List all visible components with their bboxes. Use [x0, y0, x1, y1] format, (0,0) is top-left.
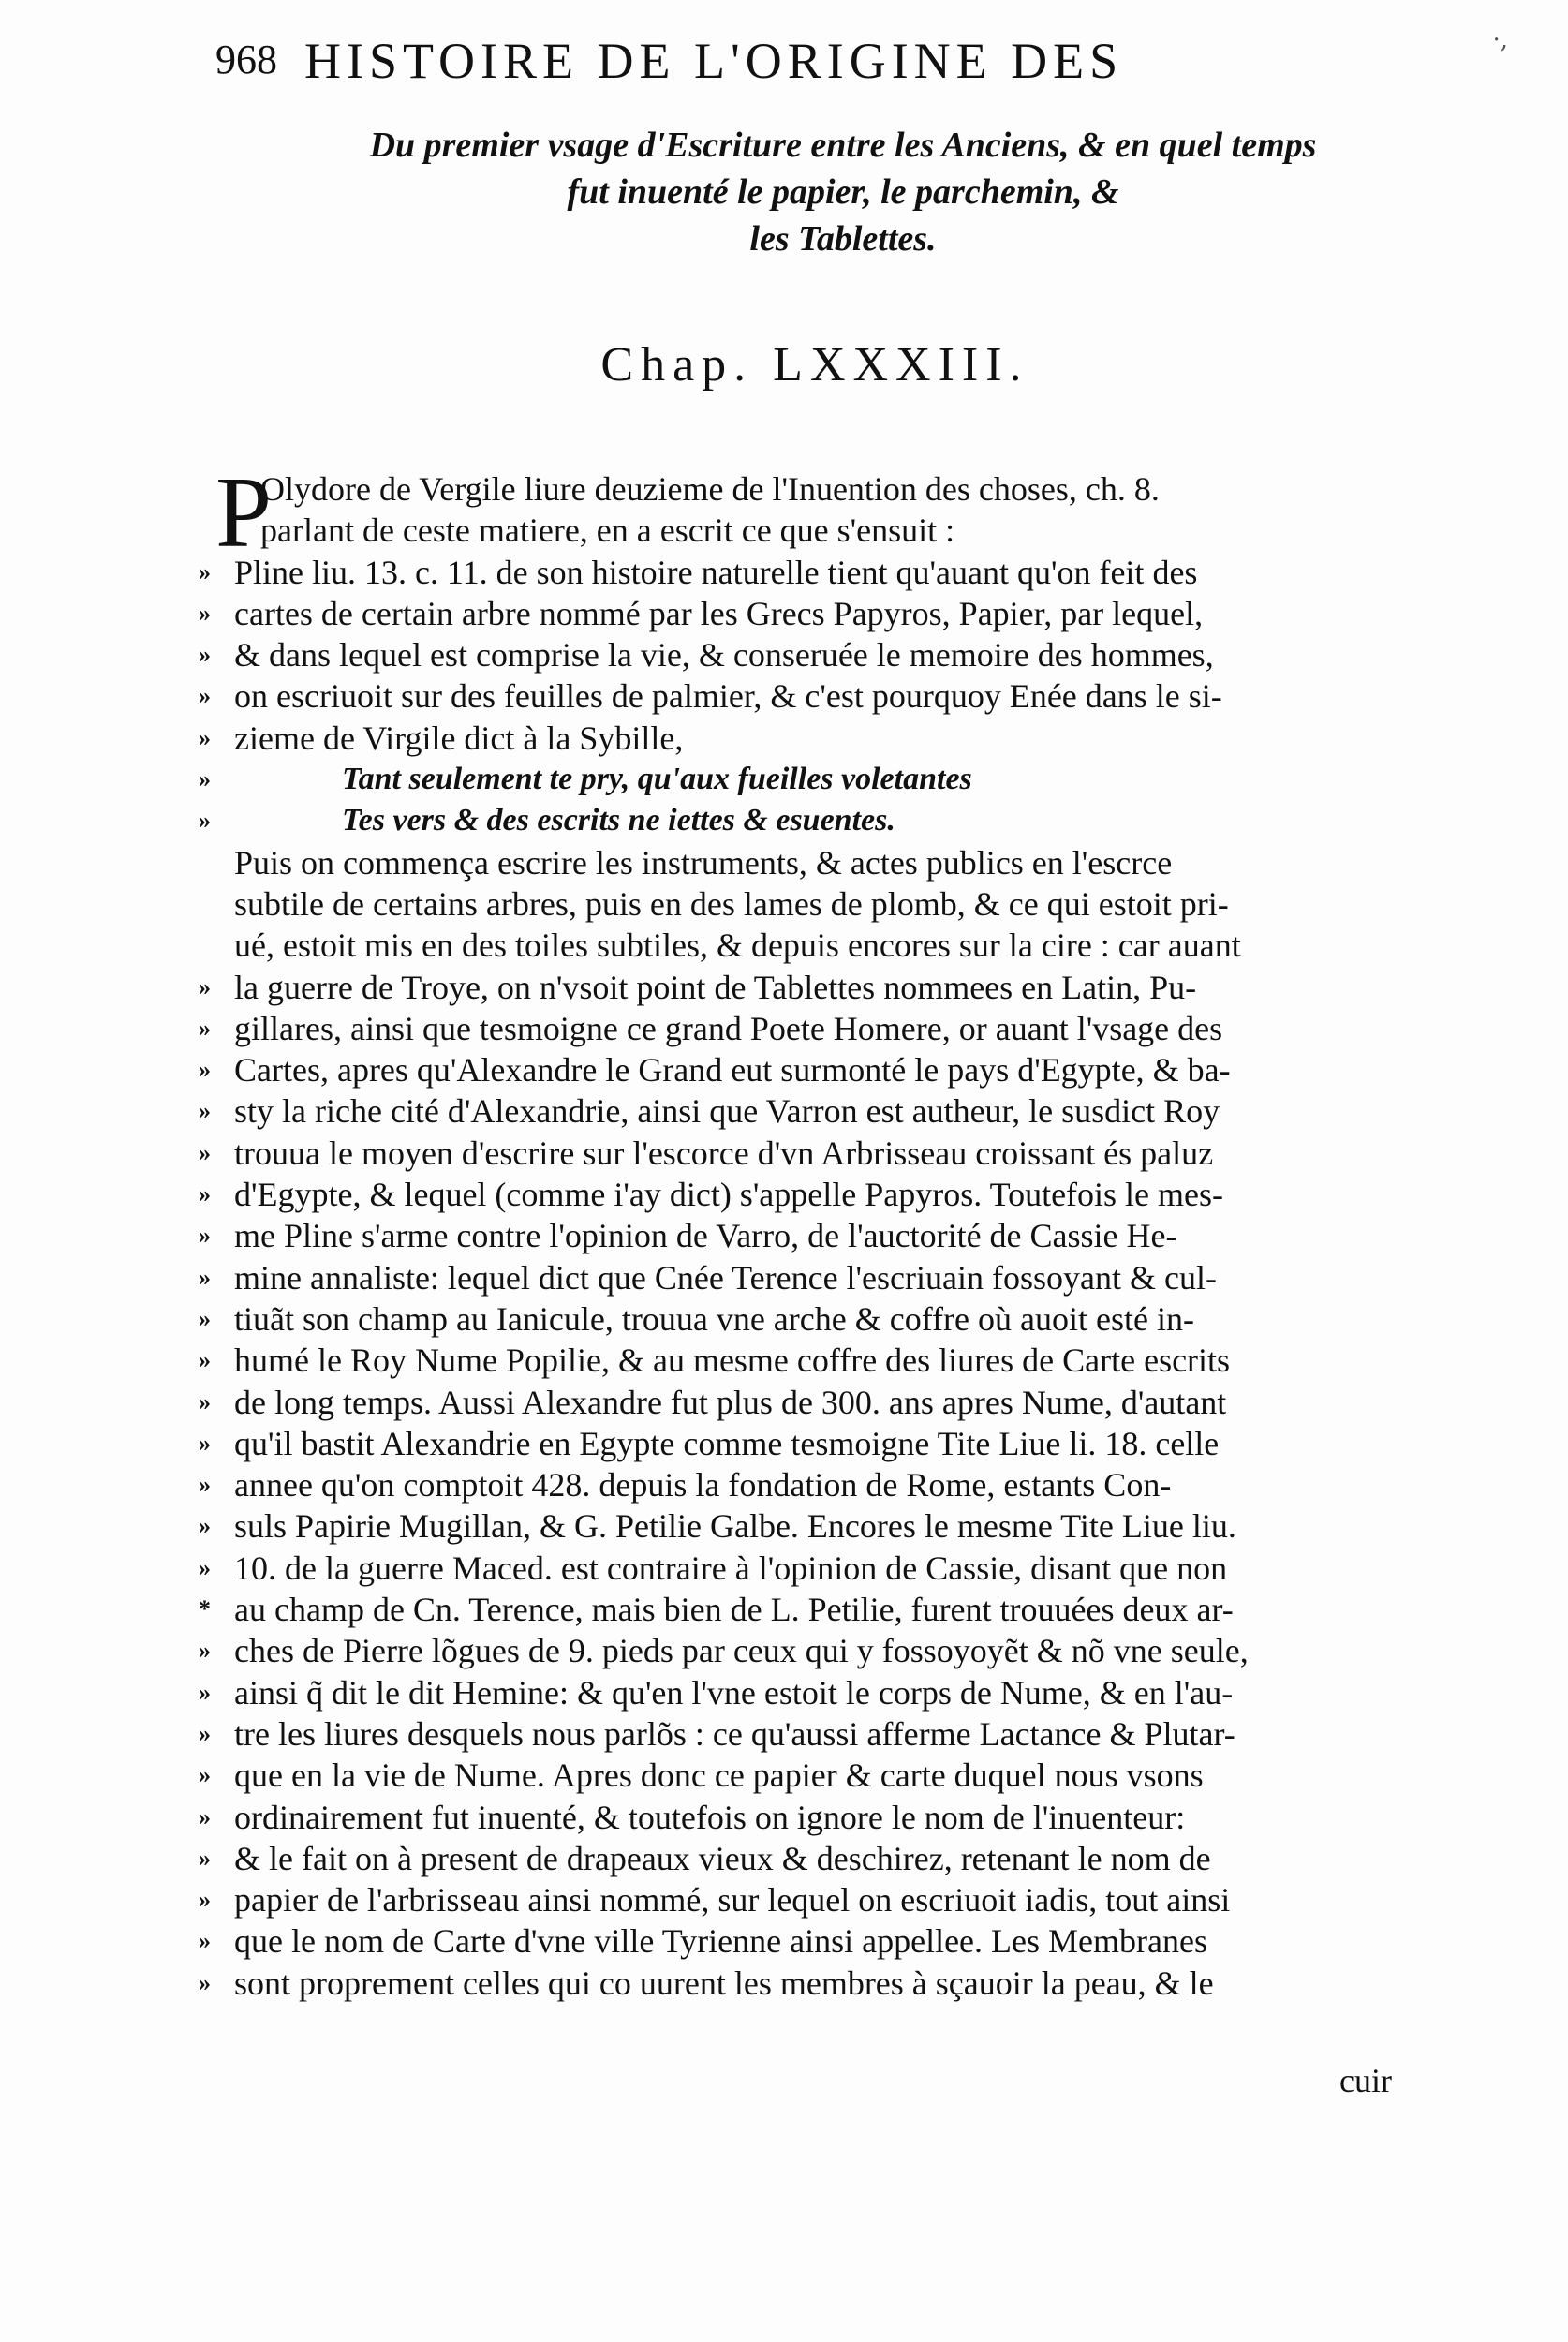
line-text: gillares, ainsi que tesmoigne ce grand Poete Homere, or auant l'vsage des	[234, 1009, 1223, 1047]
text-line	[199, 1672, 1424, 1713]
line-text: d'Egypte, & lequel (comme i'ay dict) s'appelle Papyros. Toutefois le mes-	[234, 1176, 1224, 1214]
text-line	[199, 1838, 1424, 1879]
section-heading-line: Du premier vsage d'Escriture entre les Anciens, & en quel temps	[369, 126, 1317, 165]
running-head	[215, 26, 1508, 111]
quote-marker: »	[199, 1719, 211, 1747]
line-text: annee qu'on comptoit 428. depuis la fondation de Rome, estants Con-	[234, 1466, 1172, 1505]
text-line	[199, 1713, 1424, 1755]
text-line	[199, 634, 1424, 675]
line-text: que le nom de Carte d'vne ville Tyrienne ainsi appellee. Les Membranes	[234, 1922, 1207, 1961]
line-text: Tes vers & des escrits ne iettes & esuentes.	[342, 803, 895, 838]
body-text	[199, 457, 1424, 2004]
section-heading-line: les Tablettes.	[749, 219, 937, 259]
quote-marker: »	[199, 1471, 211, 1499]
quote-marker: »	[199, 1844, 211, 1872]
text-line	[199, 1589, 1424, 1630]
line-text: tiuãt son champ au Ianicule, trouua vne arche & coffre où auoit esté in-	[234, 1299, 1194, 1338]
line-text: papier de l'arbrisseau ainsi nommé, sur lequel on escriuoit iadis, tout ainsi	[234, 1881, 1231, 1920]
quote-marker: »	[199, 1056, 211, 1084]
quote-marker: »	[199, 1886, 211, 1914]
chapter-title: Chap. LXXXIII.	[600, 338, 1029, 392]
text-line	[215, 510, 1424, 551]
text-line	[199, 1548, 1424, 1589]
quote-marker: »	[199, 1387, 211, 1416]
quote-marker: »	[199, 1304, 211, 1332]
text-line	[215, 468, 1424, 510]
text-line	[215, 883, 1424, 925]
line-text: humé le Roy Nume Popilie, & au mesme coffre des liures de Carte escrits	[234, 1341, 1231, 1380]
quote-marker: »	[199, 1014, 211, 1042]
text-line	[199, 1090, 1424, 1132]
line-text: tre les liures desquels nous parlõs : ce qu'aussi afferme Lactance & Plutar-	[234, 1714, 1235, 1753]
text-line	[199, 1423, 1424, 1464]
text-line	[199, 1174, 1424, 1215]
text-line	[199, 1133, 1424, 1174]
line-text: & le fait on à present de drapeaux vieux & deschirez, retenant le nom de	[234, 1839, 1211, 1877]
line-text: Pline liu. 13. c. 11. de son histoire naturelle tient qu'auant qu'on feit des	[234, 553, 1198, 591]
quote-marker: »	[199, 1512, 211, 1540]
line-text: ordinairement fut inuenté, & toutefois on ignore le nom de l'inuenteur:	[234, 1798, 1186, 1836]
text-line	[199, 593, 1424, 634]
quote-marker: »	[199, 1761, 211, 1789]
running-title: HISTOIRE DE L'ORIGINE DES	[304, 33, 1124, 89]
quote-marker: »	[199, 1429, 211, 1457]
text-line	[199, 1879, 1424, 1920]
line-text: au champ de Cn. Terence, mais bien de L. Petilie, furent trouuées deux ar-	[234, 1591, 1234, 1629]
line-text: la guerre de Troye, on n'vsoit point de Tablettes nommees en Latin, Pu-	[234, 968, 1197, 1006]
line-text: Olydore de Vergile liure deuzieme de l'Inuention des choses, ch. 8.	[260, 470, 1160, 508]
line-text: subtile de certains arbres, puis en des lames de plomb, & ce qui estoit pri-	[234, 884, 1229, 923]
quote-marker: »	[199, 723, 211, 751]
line-text: trouua le moyen d'escrire sur l'escorce d'vn Arbrisseau croissant és paluz	[234, 1134, 1214, 1172]
text-line	[199, 1630, 1424, 1671]
line-text: on escriuoit sur des feuilles de palmier, & c'est pourquoy Enée dans le si-	[234, 677, 1222, 716]
section-heading	[347, 122, 1339, 262]
text-line	[199, 1920, 1424, 1962]
line-text: suls Papirie Mugillan, & G. Petilie Galbe. Encores le mesme Tite Liue liu.	[234, 1507, 1236, 1546]
page-number: 968	[215, 37, 277, 82]
quote-marker: »	[199, 557, 211, 586]
text-line	[199, 1963, 1424, 2004]
line-text: mine annaliste: lequel dict que Cnée Terence l'escriuain fossoyant & cul-	[234, 1258, 1217, 1297]
text-line	[199, 718, 1424, 759]
text-line	[199, 1505, 1424, 1547]
line-text: cartes de certain arbre nommé par les Grecs Papyros, Papier, par lequel,	[234, 594, 1204, 632]
text-line	[215, 842, 1424, 883]
quote-marker: »	[199, 1097, 211, 1125]
line-text: 10. de la guerre Maced. est contraire à l'opinion de Cassie, disant que non	[234, 1549, 1228, 1587]
line-text: Cartes, apres qu'Alexandre le Grand eut surmonté le pays d'Egypte, & ba-	[234, 1051, 1231, 1089]
quote-marker: »	[199, 641, 211, 669]
line-text: que en la vie de Nume. Apres donc ce papier & carte duquel nous vsons	[234, 1756, 1204, 1795]
quote-marker: »	[199, 1553, 211, 1581]
quote-marker: *	[199, 1595, 211, 1623]
quote-marker: »	[199, 1927, 211, 1955]
text-line	[199, 1340, 1424, 1381]
line-text: ches de Pierre lõgues de 9. pieds par ceux qui y fossoyoyẽt & nõ vne seule,	[234, 1632, 1249, 1670]
quote-marker: »	[199, 1138, 211, 1166]
line-text: & dans lequel est comprise la vie, & conseruée le memoire des hommes,	[234, 636, 1214, 674]
quote-marker: »	[199, 1346, 211, 1374]
line-text: de long temps. Aussi Alexandre fut plus de 300. ans apres Nume, d'autant	[234, 1383, 1227, 1421]
text-line	[199, 1464, 1424, 1505]
text-line	[199, 1257, 1424, 1298]
line-text: ué, estoit mis en des toiles subtiles, & depuis encores sur la cire : car auant	[234, 926, 1241, 965]
line-text: Puis on commença escrire les instruments, & actes publics en l'escrce	[234, 843, 1173, 882]
line-text: ainsi q̃ dit le dit Hemine: & qu'en l'vne estoit le corps de Nume, & en l'au-	[234, 1673, 1234, 1712]
quote-marker: »	[199, 972, 211, 1001]
line-text: parlant de ceste matiere, en a escrit ce que s'ensuit :	[260, 511, 955, 550]
drop-cap: P	[215, 457, 273, 569]
line-text: sty la riche cité d'Alexandrie, ainsi que Varron est autheur, le susdict Roy	[234, 1092, 1220, 1131]
quote-marker: »	[199, 599, 211, 627]
text-line	[199, 1755, 1424, 1796]
catchword: cuir	[1339, 2062, 1392, 2099]
quote-marker: »	[199, 807, 211, 835]
text-line	[199, 1215, 1424, 1256]
text-line	[199, 1797, 1424, 1838]
text-line	[199, 967, 1424, 1008]
text-line	[199, 552, 1424, 593]
quote-marker: »	[199, 1968, 211, 1996]
text-line	[215, 925, 1424, 966]
text-line	[199, 1008, 1424, 1049]
quote-marker: »	[199, 1180, 211, 1208]
line-text: me Pline s'arme contre l'opinion de Varro, de l'auctorité de Cassie He-	[234, 1217, 1177, 1255]
text-line	[199, 1049, 1424, 1090]
quote-marker: »	[199, 765, 211, 793]
quote-marker: »	[199, 1637, 211, 1665]
section-heading-line: fut inuenté le papier, le parchemin, &	[567, 172, 1119, 212]
line-text: qu'il bastit Alexandrie en Egypte comme tesmoigne Tite Liue li. 18. celle	[234, 1424, 1220, 1462]
corner-mark: ·,	[1492, 26, 1508, 54]
text-line	[199, 1298, 1424, 1340]
text-line	[199, 675, 1424, 717]
line-text: zieme de Virgile dict à la Sybille,	[234, 719, 684, 757]
quote-marker: »	[199, 1802, 211, 1831]
text-line	[199, 1382, 1424, 1423]
text-line	[199, 800, 1424, 841]
line-text: Tant seulement te pry, qu'aux fueilles voletantes	[342, 762, 972, 797]
line-text: sont proprement celles qui co uurent les membres à sçauoir la peau, & le	[234, 1964, 1214, 2002]
quote-marker: »	[199, 1263, 211, 1291]
quote-marker: »	[199, 1222, 211, 1250]
quote-marker: »	[199, 1678, 211, 1706]
quote-marker: »	[199, 682, 211, 710]
text-line	[199, 759, 1424, 800]
